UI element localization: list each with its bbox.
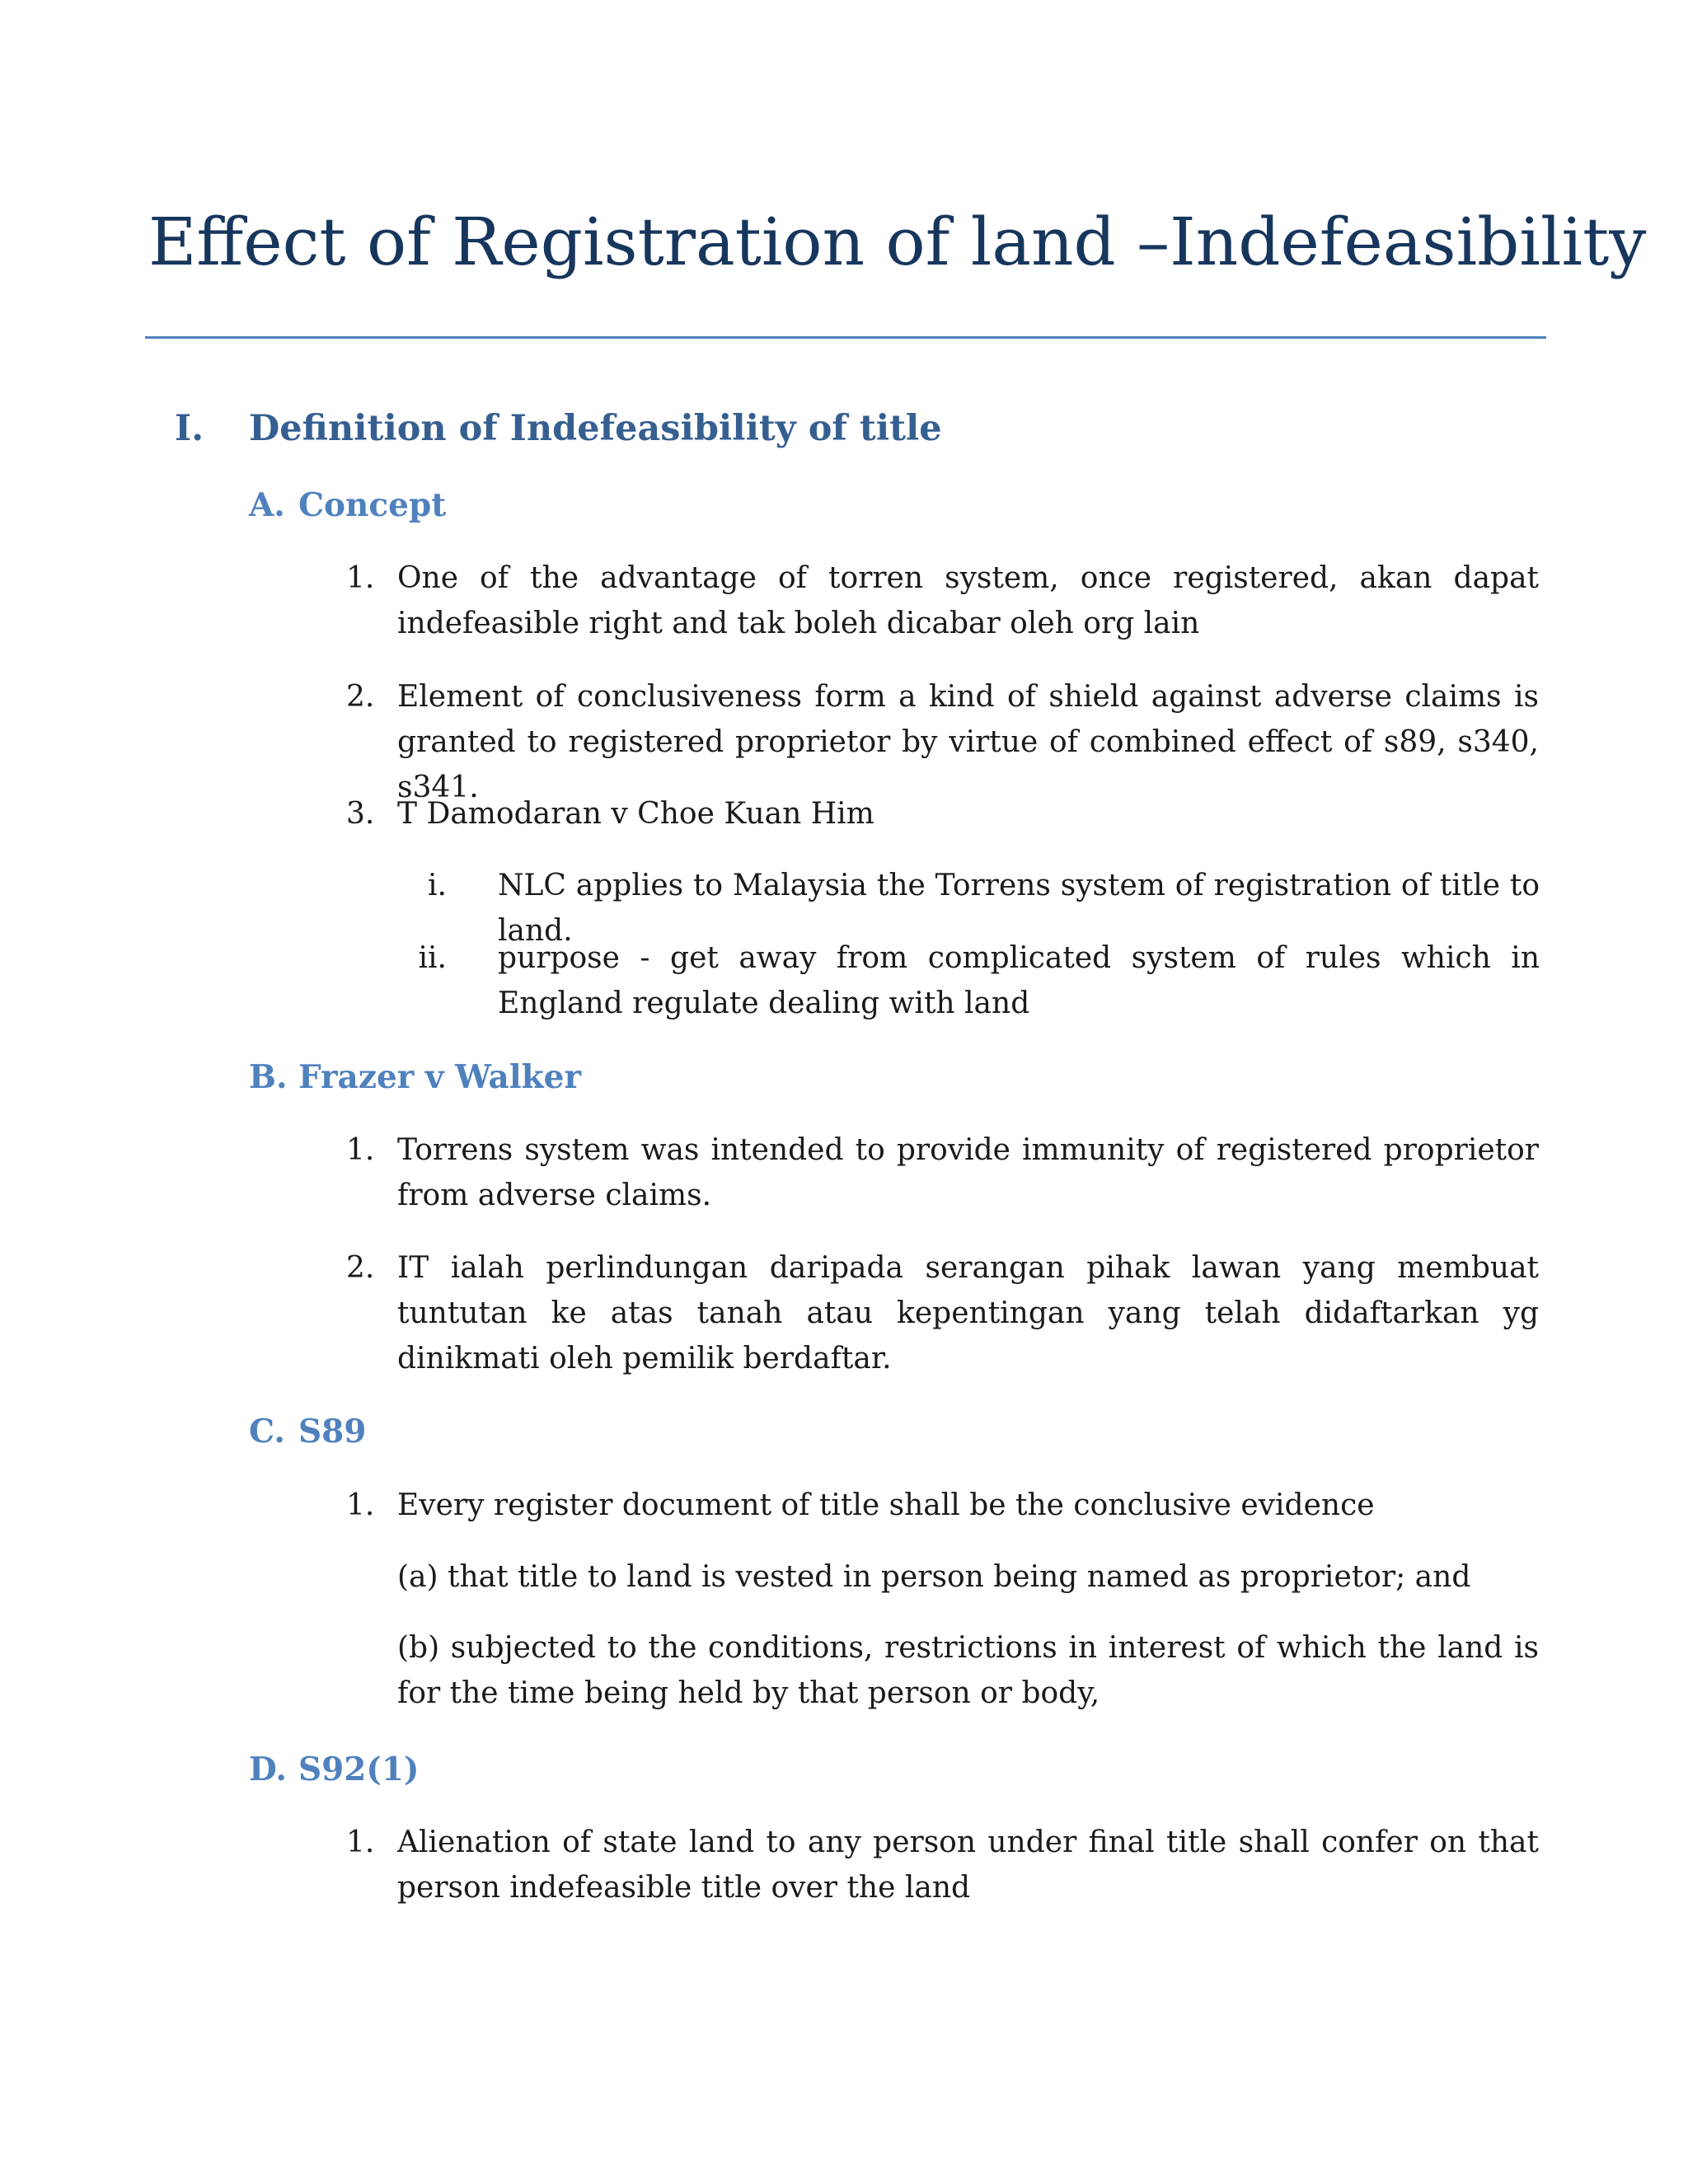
subsection-letter: B.: [249, 1058, 288, 1096]
section-title: Definition of Indefeasibility of title: [249, 408, 942, 449]
subsection-letter: D.: [249, 1750, 288, 1788]
document-title: Effect of Registration of land –Indefeasibility: [148, 204, 1647, 280]
subsection-letter: A.: [249, 486, 285, 524]
sub-list-item-number: ii.: [418, 941, 447, 975]
sub-list-item-text: purpose - get away from complicated system of rules which in England regulate dealing with land: [498, 941, 1540, 1020]
subsection-letter: C.: [249, 1413, 285, 1451]
list-item-number: 1.: [346, 561, 375, 595]
subsection-title: Concept: [298, 486, 447, 524]
list-item-number: 3.: [346, 797, 375, 831]
list-item-text: One of the advantage of torren system, once registered, akan dapat indefeasible right and tak boleh dicabar oleh org lain: [397, 561, 1539, 640]
list-item-number: 2.: [346, 680, 375, 714]
list-item-text: Element of conclusiveness form a kind of shield against adverse claims is granted to registered proprietor by virtue of combined effect of s89, s340, s341.: [397, 680, 1539, 804]
sub-list-item-number: i.: [428, 869, 447, 902]
list-item-text: IT ialah perlindungan daripada serangan pihak lawan yang membuat tuntutan ke atas tanah atau kepentingan yang telah didaftarkan yg dinikmati oleh pemilik berdaftar.: [397, 1251, 1539, 1376]
list-item-number: 1.: [346, 1488, 375, 1522]
list-item-text: Torrens system was intended to provide immunity of registered proprietor from adverse claims.: [397, 1133, 1539, 1212]
sub-list-item-text: NLC applies to Malaysia the Torrens system of registration of title to land.: [498, 869, 1540, 948]
subsection-title: S89: [298, 1413, 367, 1451]
list-item-text: T Damodaran v Choe Kuan Him: [397, 797, 874, 831]
section-number: I.: [175, 408, 204, 449]
list-item-number: 2.: [346, 1251, 375, 1285]
list-item-text: Alienation of state land to any person under final title shall confer on that person indefeasible title over the land: [397, 1825, 1539, 1905]
subsection-title: Frazer v Walker: [298, 1058, 582, 1096]
list-item-number: 1.: [346, 1825, 375, 1859]
list-item-text: Every register document of title shall be the conclusive evidence: [397, 1488, 1375, 1522]
clause-b: (b) subjected to the conditions, restrictions in interest of which the land is for the time being held by that person or body,: [397, 1631, 1539, 1710]
list-item-number: 1.: [346, 1133, 375, 1167]
title-divider: [145, 336, 1546, 339]
clause-a: (a) that title to land is vested in person being named as proprietor; and: [397, 1560, 1471, 1594]
subsection-title: S92(1): [298, 1750, 420, 1788]
